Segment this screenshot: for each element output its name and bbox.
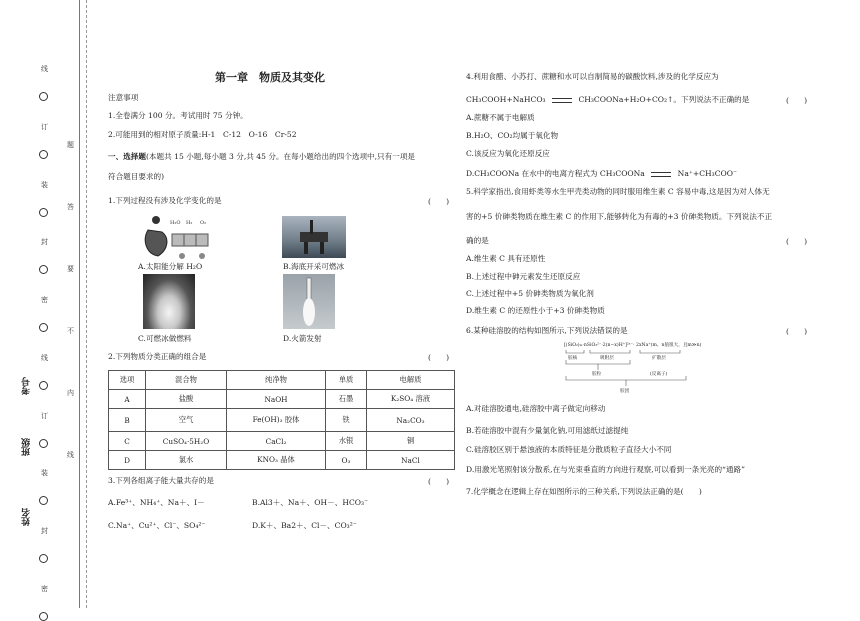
q2-td: CaCl₂ bbox=[227, 432, 326, 451]
q1-option-d: D.火箭发射 bbox=[283, 334, 322, 343]
binding-char: 装 bbox=[41, 180, 48, 189]
binding-char: 线 bbox=[41, 65, 48, 73]
notice-heading: 注意事项 bbox=[108, 93, 139, 102]
q1-image-c bbox=[143, 274, 195, 329]
table-row bbox=[109, 390, 455, 409]
q1-image-d bbox=[283, 274, 335, 329]
q2-td: B bbox=[109, 409, 146, 432]
q2-td: 盐酸 bbox=[146, 390, 227, 409]
q2-td: NaOH bbox=[227, 390, 326, 409]
binding-warning-char: 不 bbox=[67, 327, 74, 335]
notice-item-1: 1.全卷满分 100 分。考试用时 75 分钟。 bbox=[108, 111, 248, 120]
q4-option-c: C.该反应为氧化还原反应 bbox=[466, 149, 550, 158]
section1-desc2: 符合题目要求的) bbox=[108, 172, 165, 181]
q2-th: 混合物 bbox=[146, 371, 227, 390]
q3-option-c: C.Na⁺、Cu²⁺、Cl⁻、SO₄²⁻ bbox=[108, 521, 206, 530]
section1-heading: 一、选择题 bbox=[108, 152, 146, 161]
binding-char: 装 bbox=[41, 469, 48, 478]
q4-d-eq-sign bbox=[651, 172, 671, 177]
q6-label-adsorb: 吸附层 bbox=[600, 356, 614, 361]
q4-eq-right: CH₃COONa+H₂O+CO₂↑。下列说法不正确的是 bbox=[578, 95, 750, 104]
label-xingming: 姓名 bbox=[22, 508, 32, 526]
q2-th: 选项 bbox=[109, 371, 146, 390]
q2-td: Na₂CO₃ bbox=[367, 409, 455, 432]
section1-desc: (本题共 15 小题,每小题 3 分,共 45 分。在每小题给出的四个选项中,只有一项是 bbox=[145, 152, 416, 161]
q5-line-3: 确的是 bbox=[466, 236, 489, 245]
q6-option-a: A.对硅溶胶通电,硅溶胶中离子做定向移动 bbox=[466, 404, 606, 413]
q4-option-a: A.蔗糖不属于电解质 bbox=[466, 113, 535, 122]
q6-label-counterion: (反离子) bbox=[650, 372, 668, 377]
q2-td: K₂SO₄ 溶液 bbox=[367, 390, 455, 409]
q7-stem: 7.化学概念在逻辑上存在如图所示的三种关系,下列说法正确的是( ) bbox=[466, 487, 702, 496]
binding-char: 封 bbox=[41, 238, 48, 247]
q2-stem: 2.下列物质分类正确的组合是 bbox=[108, 352, 207, 361]
q5-paren: ( ) bbox=[786, 237, 808, 246]
binding-char: 订 bbox=[41, 411, 48, 420]
q6-formula: [(SiO₂)ₘ·nSiO₃²⁻·2(n−x)H⁺]²ˣ⁻· 2xNa⁺(m、n值很大，且m≫n) bbox=[564, 343, 702, 348]
binding-char: 订 bbox=[41, 122, 48, 131]
section1-line bbox=[108, 152, 415, 162]
q6-label-diffuse: 扩散层 bbox=[652, 356, 666, 361]
binding-line bbox=[79, 0, 80, 608]
q2-td: NaCl bbox=[367, 451, 455, 470]
q1-option-a: A.太阳能分解 H₂O bbox=[138, 262, 203, 271]
q4-option-d-text: D.CH₃COONa 在水中的电离方程式为 CH₃COONa bbox=[466, 169, 645, 178]
binding-hole bbox=[39, 208, 48, 217]
binding-dashed-line bbox=[86, 0, 87, 608]
q3-option-a: A.Fe³⁺、NH₄⁺、Na＋、I－ bbox=[108, 498, 205, 507]
q2-td: Fe(OH)₃ 胶体 bbox=[227, 409, 326, 432]
q6-option-c: C.硅溶胶区别于悬浊液的本质特征是分散质粒子直径大小不同 bbox=[466, 445, 672, 454]
q2-td: A bbox=[109, 390, 146, 409]
q5-line-1: 5.科学家指出,食用虾类等水生甲壳类动物的同时服用维生素 C 容易中毒,这是因为对人体无 bbox=[466, 187, 770, 196]
label-kaohao: 考号 bbox=[22, 377, 32, 395]
q3-option-d: D.K＋、Ba2＋、Cl－、CO₃²⁻ bbox=[252, 521, 357, 530]
q4-eq-sign bbox=[552, 98, 572, 103]
q1-option-b: B.海底开采可燃冰 bbox=[283, 262, 345, 271]
q2-table-header bbox=[109, 371, 455, 390]
binding-hole bbox=[39, 554, 48, 563]
q4-equation bbox=[466, 95, 749, 105]
q5-line-2: 害的+5 价砷类物质在维生素 C 的作用下,能够转化为有毒的+3 价砷类物质。下列说法不正 bbox=[466, 212, 773, 221]
q1-paren: ( ) bbox=[428, 197, 450, 206]
q1-image-a bbox=[140, 212, 220, 260]
binding-char: 密 bbox=[41, 296, 48, 305]
q3-option-b: B.Al3＋、Na＋、OH－、HCO₃⁻ bbox=[252, 498, 369, 507]
q2-td: O₃ bbox=[326, 451, 367, 470]
q4-option-b: B.H₂O、CO₂均属于氧化物 bbox=[466, 131, 559, 140]
q2-td: KNO₃ 晶体 bbox=[227, 451, 326, 470]
q2-td: C bbox=[109, 432, 146, 451]
q1-image-b bbox=[282, 216, 346, 258]
q2-th: 纯净物 bbox=[227, 371, 326, 390]
q2-td: CuSO₄·5H₂O bbox=[146, 432, 227, 451]
q6-label-micelle: 胶团 bbox=[620, 389, 630, 394]
q5-option-d: D.维生素 C 的还原性小于+3 价砷类物质 bbox=[466, 306, 605, 315]
page-title: 第一章 物质及其变化 bbox=[215, 71, 325, 84]
q2-td: 空气 bbox=[146, 409, 227, 432]
q3-stem: 3.下列各组离子能大量共存的是 bbox=[108, 476, 214, 485]
binding-char: 密 bbox=[41, 584, 48, 593]
q2-td: 氯水 bbox=[146, 451, 227, 470]
q6-diagram bbox=[560, 340, 750, 398]
q6-label-core: 胶核 bbox=[568, 356, 578, 361]
q4-option-d bbox=[466, 169, 737, 179]
q6-option-d: D.用激光笔照射该分散系,在与光束垂直的方向进行观察,可以看到一条光亮的“通路” bbox=[466, 465, 746, 474]
q1-img-label-h2: H₂ bbox=[186, 220, 193, 226]
q1-img-label-o2: O₂ bbox=[200, 220, 207, 226]
binding-char: 封 bbox=[41, 527, 48, 536]
q1-option-c: C.可燃冰做燃料 bbox=[138, 334, 192, 343]
binding-warning-char: 答 bbox=[67, 203, 74, 211]
binding-hole bbox=[39, 92, 48, 101]
q2-td: D bbox=[109, 451, 146, 470]
q4-option-d-tail: Na⁺+CH₃COO⁻ bbox=[677, 169, 737, 178]
label-banji: 班级 bbox=[22, 438, 32, 456]
binding-hole bbox=[39, 150, 48, 159]
q6-option-b: B.若硅溶胶中混有少量氯化钠,可用滤纸过滤提纯 bbox=[466, 426, 629, 435]
q1-stem: 1.下列过程没有涉及化学变化的是 bbox=[108, 196, 222, 205]
binding-warning-char: 内 bbox=[67, 389, 74, 397]
q2-table bbox=[108, 370, 455, 470]
binding-warning-char: 要 bbox=[67, 265, 74, 273]
q2-td: 水银 bbox=[326, 432, 367, 451]
q2-td: 铜 bbox=[367, 432, 455, 451]
q4-paren: ( ) bbox=[786, 96, 808, 105]
q5-option-b: B.上述过程中砷元素发生还原反应 bbox=[466, 272, 581, 281]
table-row bbox=[109, 432, 455, 451]
binding-hole bbox=[39, 265, 48, 274]
q3-paren: ( ) bbox=[428, 477, 450, 486]
binding-warning-char: 题 bbox=[67, 141, 74, 149]
q2-td: 石墨 bbox=[326, 390, 367, 409]
q6-stem: 6.某种硅溶胶的结构如图所示,下列说法错误的是 bbox=[466, 326, 628, 335]
binding-hole bbox=[39, 612, 48, 621]
notice-item-2: 2.可能用到的相对原子质量:H-1 C-12 O-16 Cr-52 bbox=[108, 130, 297, 139]
q5-option-a: A.维生素 C 具有还原性 bbox=[466, 254, 546, 263]
binding-char: 线 bbox=[41, 353, 48, 362]
binding-hole bbox=[39, 381, 48, 390]
q6-diagram-brackets bbox=[560, 340, 750, 398]
table-row bbox=[109, 451, 455, 470]
q2-th: 单质 bbox=[326, 371, 367, 390]
q2-th: 电解质 bbox=[367, 371, 455, 390]
binding-hole bbox=[39, 496, 48, 505]
table-row bbox=[109, 409, 455, 432]
q4-stem: 4.利用食醋、小苏打、蔗糖和水可以自制简易的碳酸饮料,涉及的化学反应为 bbox=[466, 72, 719, 81]
q2-paren: ( ) bbox=[428, 353, 450, 362]
q6-paren: ( ) bbox=[786, 327, 808, 336]
binding-hole bbox=[39, 439, 48, 448]
q5-option-c: C.上述过程中+5 价砷类物质为氧化剂 bbox=[466, 289, 594, 298]
q4-eq-left: CH₃COOH+NaHCO₃ bbox=[466, 95, 546, 104]
binding-warning-char: 线 bbox=[67, 451, 74, 459]
q1-img-label-h2o: H₂O bbox=[170, 220, 181, 226]
q6-label-particle: 胶粒 bbox=[592, 372, 602, 377]
binding-hole bbox=[39, 323, 48, 332]
q2-td: 铁 bbox=[326, 409, 367, 432]
